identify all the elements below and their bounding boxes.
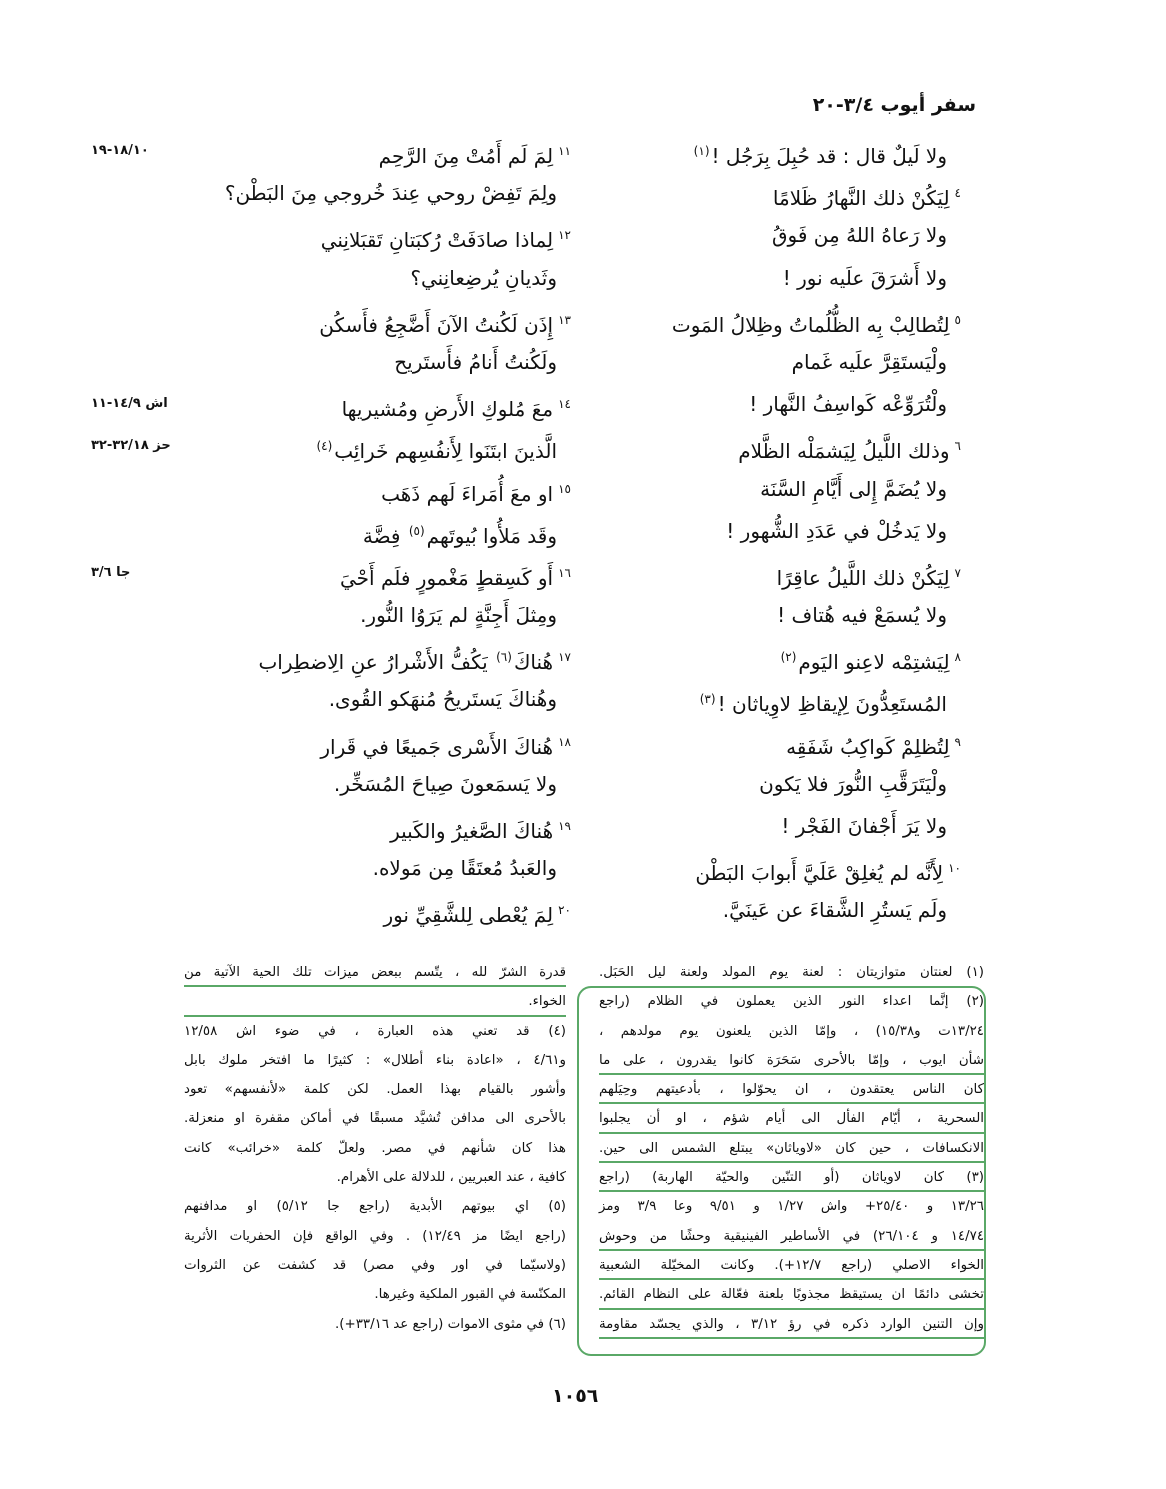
verse-text: لِيَشتِمْه لاعِنو اليَوم [798,650,950,675]
verse-text: هُناكَ الأَسْرى جَميعًا في قَرار [320,734,554,759]
footnote-line: (١) لعنتان متوازيتان : لعنة يوم المولد ولعنة ليل الحَبَل. [599,965,984,980]
footnote-marker: (١) [693,144,710,158]
verse-text: لِماذا صادَفَتْ رُكبَتانِ تَقبَلانِني [320,228,554,253]
verse-line [171,468,571,510]
cross-reference: جا ٣/٦ [91,564,131,580]
verse-text: معَ مُلوكِ الأَرضِ ومُشيريها [341,397,554,422]
verse-text: ولْيَتَرَقَّبِ النُّورَ فلا يَكون [759,771,947,796]
page-header-title: سفر أيوب ٣/٤-٢٠ [812,94,976,116]
cross-reference: ١٨/١٠-١٩ [91,143,149,158]
verse-text: او معَ أُمَراءَ لَهم ذَهَب [381,481,554,506]
verse-text: ولَكُنتُ أَنامُ فأَستَريح [394,349,557,374]
footnote-line: (٦) في مثوى الاموات (راجع عد ٣٣/١٦+). [335,1316,566,1332]
footnote-line: وإن التنين الوارد ذكره في رؤ ٣/١٢ ، والذي يجسّد مقاومة [599,1310,984,1339]
footnote-line: (٢) إنَّما اعداء النور الذين يعملون في الظلام (راجع [599,994,984,1010]
footnote-line: شأن ايوب ، وإمّا بالأحرى سَحَرَة كانوا يقدرون ، على ما [599,1046,984,1075]
verse-text: ولْيَستَقِرَّ علَيه غَمام [791,349,947,374]
footnotes-right [599,958,984,1339]
footnote-line: و٤/٦١ ، «اعادة بناء أطلال» : كثيرًا ما افتخر ملوك بابل [184,1052,566,1068]
footnote-marker: (٦) [496,650,512,665]
verse-text: ولا يُسمَعْ فيه هُتاف ! [777,603,947,628]
verse-column-left [91,130,571,932]
verse-text-tail: يَكُفُّ الأَشْرارُ عنِ الِاضطِراب [258,650,488,675]
verse-text: لِمَ لَم أَمُتْ مِنَ الرَّحِم [378,144,554,168]
verse-number: ١١ [558,144,571,158]
footnote-line: المكنّسة في القبور الملكية وغيرها. [374,1287,566,1303]
footnote-line: (٤) قد تعني هذه العبارة ، في ضوء اش ١٢/٥٨ [184,1023,566,1039]
verse-text: والعَبدُ مُعتَقًا مِن مَولاه. [372,856,557,881]
page-number: ١٠٥٦ [552,1385,599,1407]
verse-text: ولا رَعاهُ اللهُ مِن فَوقُ [772,223,947,248]
verse-line [91,383,571,425]
verse-number: ٤ [954,186,961,201]
verse-text: لِأَنَّه لم يُغلِقْ عَلَيَّ أَبوابَ البَطْن [695,861,944,886]
verse-line [561,299,961,341]
footnote-marker: (٣) [699,692,716,707]
verse-number: ١٣ [558,312,571,327]
verse-text: المُستَعِدُّونَ لِإيقاظِ لاوِياثان ! [717,692,947,717]
verse-number: ١٥ [558,481,571,496]
footnote-line: ١٤/٧٤ و ٢٦/١٠٤) في الأساطير الفينيقية وحشًا من وحوش [599,1222,984,1251]
footnote-line: كافية ، عند العبريين ، للدلالة على الأهرام. [336,1170,566,1186]
footnote-line: الانكسافات ، حين كان «لاوياثان» يبتلع الشمس الى حين. [599,1134,984,1163]
footnote-line: هذا كان شأنهم في مصر. ولعلّ كلمة «خرائب» كانت [184,1140,566,1156]
verse-text: لِتُظلِمْ كَواكِبُ شَفَقِه [786,734,950,759]
verse-line [561,468,961,510]
footnote-marker: (٥) [408,523,425,538]
verse-text: لِتُطالِبْ بِه الظُّلُماتُ وظِلالُ المَوت [671,312,950,337]
verse-line [171,636,571,678]
footnote-line: (راجع ايضًا مز ١٢/٤٩) . وفي الواقع فإن الحفريات الأثرية [184,1228,566,1244]
verse-line [171,299,571,341]
footnotes-left [184,958,566,1339]
cross-reference: حز ٣٢/١٨-٣٢ [91,438,171,454]
footnote-line: (٥) اي بيوتهم الأبدية (راجع جا ٥/١٢) او مدافنهم [184,1199,566,1215]
cross-reference: اش ١٤/٩-١١ [91,396,168,412]
verse-line [171,763,571,805]
verse-line [171,594,571,636]
verse-line [91,425,571,467]
verse-line [561,678,961,720]
verse-number: ١٤ [558,397,571,412]
verse-line [561,763,961,805]
verse-text: وذلك اللَّيلُ لِيَشمَلْه الظَّلام [738,439,950,464]
verse-line [561,341,961,383]
verse-text: ومِثلَ أَجِنَّةٍ لم يَرَوُا النُّور. [360,603,557,628]
verse-number: ١٦ [558,565,571,580]
verse-line [561,847,961,889]
verse-text: ولِمَ تَفِضْ روحي عِندَ خُروجي مِنَ البَطْن؟ [224,181,557,206]
verse-text: أَو كَسِقطٍ مَغْمورٍ فلَم أَحْيَ [340,565,554,590]
verse-text: هُناكَ [513,650,554,675]
verse-number: ١٢ [558,228,571,243]
verse-line [171,257,571,299]
verse-number: ٢٠ [558,903,571,918]
footnote-marker: (٤) [316,439,333,454]
verse-text: لِيَكُنْ ذلك اللَّيلُ عاقِرًا [776,565,950,590]
verse-text: ولا لَيلٌ قال : قد حُبِلَ بِرَجُل ! [711,144,947,168]
verse-text: إِذَن لَكُنتُ الآنَ أَضَّجِعُ فأَسكُن [319,312,554,337]
verse-text: ولا يَسمَعونَ صِياحَ المُسَخِّر. [333,771,557,796]
verse-text: وهُناكَ يَستَريحُ مُنهَكو القُوى. [328,687,557,712]
verse-line [561,214,961,256]
verse-line [171,214,571,256]
verse-line [171,805,571,847]
verse-number: ٧ [954,565,961,580]
verse-line [561,172,961,214]
verse-text: ولَم يَستُرِ الشَّقاءَ عن عَينَيَّ. [722,898,947,923]
footnote-line: (٣) كان لاوياثان (أو التنّين والحيّة الهاربة) (راجع [599,1163,984,1192]
verse-line [91,130,571,172]
verse-text: هُناكَ الصَّغيرُ والكَبير [390,819,554,843]
verse-number: ١٠ [948,861,961,876]
footnote-marker: (٢) [780,650,797,665]
verse-text: ولا أَشرَقَ علَيه نور ! [782,265,947,290]
verse-number: ١٩ [558,819,571,833]
verse-line [561,636,961,678]
verse-text: لِيَكُنْ ذلك النَّهارُ ظَلامًا [772,186,950,211]
verse-text: وقَد مَلأُوا بُيوتَهم [426,523,557,548]
verse-number: ٥ [954,312,961,327]
footnote-line: بالأحرى الى مدافن تُشيَّد مسبقًا في أماكن مقفرة او منعزلة. [184,1111,566,1127]
verse-text: ولا يُضَمَّ إِلى أَيَّامِ السَّنَة [760,476,947,501]
verse-text: ولا يَدخُلْ في عَدَدِ الشُّهور ! [726,518,947,543]
verse-line [171,847,571,889]
footnote-line: تخشى دائمًا ان يستيقظ مجذوبًا بلعنة فعّالة على النظام القائم. [599,1280,984,1309]
footnote-line: الخواء الاصلي (راجع ١٢/٧+). وكانت المخيّلة الشعبية [599,1251,984,1280]
footnote-line: ١٣/٢٤ت و١٥/٣٨) ، وإمّا الذين يلعنون يوم مولدهم ، [599,1023,984,1039]
footnote-line: ١٣/٢٦ و ٢٥/٤٠+ واش ١/٢٧ و ٩/٥١ وعا ٣/٩ ومز [599,1199,984,1215]
verse-number: ٩ [954,734,961,749]
verse-number: ٨ [954,650,961,665]
verse-line [91,552,571,594]
footnote-line: كان الناس يعتقدون ، ان يحوّلوا ، بأدعيتهم وحِيَلهم [599,1075,984,1104]
footnote-line: وأشور بالقيام بهذا العمل. لكن كلمة «لأنفسهم» تعود [184,1082,566,1098]
verse-line [171,889,571,931]
verse-text: لِمَ يُعْطى لِلشَّقِيِّ نور [383,903,554,928]
verse-line [561,130,961,172]
verse-line [561,383,961,425]
verse-text-tail: فِضَّة [362,523,401,548]
verse-line [561,805,961,847]
verse-line [171,341,571,383]
verse-text: وثَديانِ يُرضِعانِني؟ [410,265,557,290]
verse-line [171,678,571,720]
verse-line [171,510,571,552]
verse-number: ٦ [954,439,961,454]
verse-line [561,257,961,299]
verse-line [561,594,961,636]
verse-line [561,552,961,594]
footnote-line: قدرة الشرّ لله ، يتّسم ببعض ميزات تلك الحية الآتية من [184,958,566,987]
verse-line [561,510,961,552]
verse-text: ولْتُرَوِّعْه كَواسِفُ النَّهار ! [749,392,947,417]
verse-column-right [561,130,961,932]
verse-line [561,889,961,931]
footnote-line: السحرية ، أيّام الفأل الى أيام شؤم ، او أن يجلبوا [599,1104,984,1133]
verse-text: ولا يَرَ أَجْفانَ الفَجْر ! [781,814,947,838]
footnote-line: (ولاسيّما في اور وفي مصر) قد كشفت عن الثروات [184,1257,566,1273]
verse-line [561,425,961,467]
verse-line [171,721,571,763]
verse-number: ١٧ [558,650,571,665]
footnote-line: الخواء. [184,987,566,1016]
verse-text: الَّذينَ ابتَنَوا لِأَنفُسِهم خَرائِب [334,439,557,464]
verse-line [171,172,571,214]
verse-number: ١٨ [558,734,571,749]
verse-line [561,721,961,763]
